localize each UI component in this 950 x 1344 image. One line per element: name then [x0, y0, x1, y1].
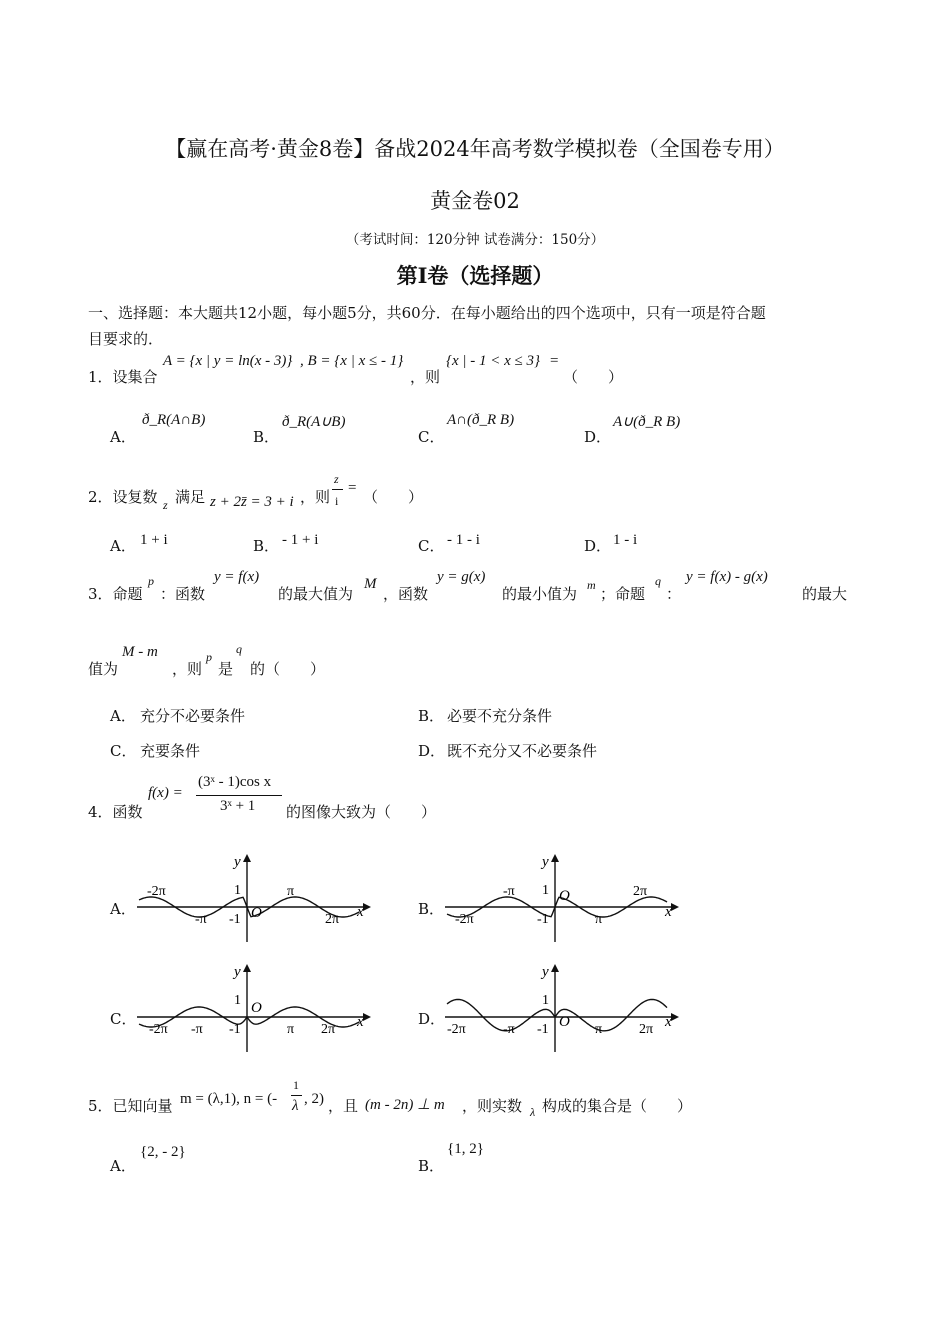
q3-text5: ；命题 [600, 585, 646, 603]
q2-frac-line [332, 489, 343, 490]
graph-d-x-label: x [665, 1014, 672, 1030]
q5-vec-tail: , 2) [304, 1091, 324, 1107]
q1-paren: （ ） [563, 368, 624, 386]
q1-then: ，则 [410, 368, 441, 386]
q3-line2a: 值为 [88, 660, 119, 678]
q1-option-a-label: A． [110, 428, 136, 446]
graph-c-origin: O [251, 1000, 262, 1016]
q4-tail: 的图像大致为（ ） [286, 803, 437, 821]
q1-option-d: A∪(ð_R B) [613, 414, 681, 430]
exam-subtitle: 黄金卷02 [430, 189, 520, 213]
q5-text2: ，则实数 [462, 1097, 523, 1115]
q5-frac-den: λ [292, 1098, 299, 1114]
q1-option-d-label: D． [584, 428, 612, 446]
q3-f3: y = f(x) - g(x) [686, 569, 768, 585]
q4-option-c-label: C． [110, 1010, 137, 1028]
q2-equals: = [348, 480, 357, 496]
q3-q: q [655, 574, 661, 588]
q4-option-b-label: B． [418, 900, 445, 918]
q3-text1: ：函数 [160, 585, 206, 603]
graph-b-x-label: x [665, 904, 672, 920]
q3-p: p [148, 574, 154, 588]
graph-d-neg-one: -1 [537, 1022, 549, 1037]
q2-then: ，则 [300, 488, 331, 506]
q3-text4: 的最小值为 [502, 585, 578, 603]
q4-frac-line [196, 795, 282, 796]
q1-option-c-label: C． [418, 428, 445, 446]
q5-frac-line [291, 1095, 302, 1096]
graph-c-2pi: 2π [321, 1022, 336, 1037]
q3-text7: 的最大 [802, 585, 848, 603]
graph-b-y-label: y [542, 854, 549, 870]
q1-set-b: , B = {x | x ≤ - 1} [300, 353, 404, 369]
graph-b-negpi: -π [503, 884, 515, 899]
graph-c-x-label: x [357, 1014, 364, 1030]
q5-text3: 构成的集合是（ ） [542, 1097, 693, 1115]
q2-frac-num: z [334, 472, 339, 486]
graph-b-2pi: 2π [633, 884, 648, 899]
q4-graph-a [135, 850, 375, 945]
q5-option-b: {1, 2} [447, 1141, 484, 1157]
q3-f2: y = g(x) [437, 569, 486, 585]
q3-line2d: 的（ ） [250, 660, 326, 678]
graph-b-pi: π [595, 912, 603, 927]
graph-d-axes [445, 964, 679, 1052]
q3-option-c-label: C． [110, 742, 137, 760]
q2-option-b-label: B． [253, 537, 280, 555]
q4-number: 4．函数 [88, 803, 143, 821]
graph-a-2pi: 2π [325, 912, 340, 927]
q3-option-b: 必要不充分条件 [447, 707, 553, 725]
graph-a-pi: π [287, 884, 295, 899]
q4-graph-b [443, 850, 683, 945]
graph-b-origin: O [559, 888, 570, 904]
q5-text1: ，且 [328, 1097, 359, 1115]
q1-set-a: A = {x | y = ln(x - 3)} [163, 353, 293, 369]
q5-condition: (m - 2n) ⊥ m [365, 1097, 445, 1113]
graph-d-neg2pi: -2π [447, 1022, 466, 1037]
graph-a-neg-one: -1 [229, 912, 241, 927]
q2-option-d: 1 - i [613, 532, 638, 548]
q3-text6: ： [666, 585, 682, 603]
graph-a-y-label: y [234, 854, 241, 870]
q5-number: 5．已知向量 [88, 1097, 173, 1115]
q5-option-b-label: B． [418, 1157, 445, 1175]
q3-number: 3．命题 [88, 585, 143, 603]
graph-d-origin: O [559, 1014, 570, 1030]
q1-number: 1．设集合 [88, 368, 158, 386]
graph-c-one: 1 [234, 993, 241, 1008]
q1-option-b-label: B． [253, 428, 280, 446]
q3-option-c: 充要条件 [140, 742, 201, 760]
graph-b-neg2pi: -2π [455, 912, 474, 927]
graph-d-one: 1 [542, 993, 549, 1008]
instructions-line1: 一、选择题：本大题共12小题，每小题5分，共60分．在每小题给出的四个选项中，只有一项是符合题 [88, 304, 766, 322]
q5-option-a-label: A． [110, 1157, 136, 1175]
q5-option-a: {2, - 2} [140, 1144, 186, 1160]
q4-graph-d [443, 960, 683, 1055]
q2-option-c: - 1 - i [447, 532, 480, 548]
q4-frac-num: (3ˣ - 1)cos x [198, 774, 272, 790]
q5-vectors: m = (λ,1), n = (- [180, 1091, 278, 1107]
q3-option-a-label: A． [110, 707, 136, 725]
graph-c-pi: π [287, 1022, 295, 1037]
q2-frac-den: i [335, 494, 339, 508]
q3-M-minus-m: M - m [122, 644, 158, 660]
instructions-line2: 目要求的． [88, 330, 164, 348]
q3-option-b-label: B． [418, 707, 445, 725]
graph-a-neg2pi: -2π [147, 884, 166, 899]
q3-option-a: 充分不必要条件 [140, 707, 246, 725]
section-title: 第Ⅰ卷（选择题） [396, 263, 554, 288]
q1-target-set: {x | - 1 < x ≤ 3} [446, 353, 541, 369]
graph-d-curve [447, 999, 667, 1030]
graph-a-one: 1 [234, 883, 241, 898]
q3-text3: ，函数 [383, 585, 429, 603]
q3-text2: 的最大值为 [278, 585, 354, 603]
q1-equals: = [550, 353, 559, 369]
q2-paren: （ ） [363, 488, 424, 506]
q5-lambda: λ [530, 1105, 536, 1119]
graph-c-neg2pi: -2π [149, 1022, 168, 1037]
q3-line2c: 是 [218, 660, 234, 678]
q2-condition: z + 2z̄ = 3 + i [210, 494, 294, 510]
q4-frac-den: 3ˣ + 1 [220, 798, 256, 814]
q2-option-c-label: C． [418, 537, 445, 555]
q3-option-d-label: D． [418, 742, 446, 760]
q2-var: z [163, 498, 168, 512]
graph-d-y-label: y [542, 964, 549, 980]
q2-number: 2．设复数 [88, 488, 158, 506]
q4-option-a-label: A． [110, 900, 136, 918]
q2-option-a-label: A． [110, 537, 136, 555]
q3-m: m [587, 578, 596, 592]
graph-a-axes [137, 854, 371, 942]
q1-option-a: ð_R(A∩B) [142, 412, 206, 428]
q3-f1: y = f(x) [214, 569, 260, 585]
graph-c-negpi: -π [191, 1022, 203, 1037]
q4-option-d-label: D． [418, 1010, 446, 1028]
exam-meta: （考试时间：120分钟 试卷满分：150分） [345, 232, 605, 248]
graph-d-negpi: -π [503, 1022, 515, 1037]
graph-a-negpi: -π [195, 912, 207, 927]
exam-title: 【赢在高考·黄金8卷】备战2024年高考数学模拟卷（全国卷专用） [165, 137, 785, 161]
q4-graph-c [135, 960, 375, 1055]
graph-d-pi: π [595, 1022, 603, 1037]
q3-M: M [364, 576, 377, 592]
q2-option-a: 1 + i [140, 532, 168, 548]
graph-c-y-label: y [234, 964, 241, 980]
q2-option-b: - 1 + i [282, 532, 319, 548]
q3-q2: q [236, 642, 242, 656]
graph-b-neg-one: -1 [537, 912, 549, 927]
q3-line2b: ，则 [172, 660, 203, 678]
graph-a-origin: O [251, 905, 262, 921]
q2-option-d-label: D． [584, 537, 612, 555]
q1-option-b: ð_R(A∪B) [282, 414, 346, 430]
graph-c-neg-one: -1 [229, 1022, 241, 1037]
q4-fx: f(x) = [148, 785, 183, 801]
q3-option-d: 既不充分又不必要条件 [447, 742, 598, 760]
q5-frac-num: 1 [293, 1078, 299, 1092]
graph-d-2pi: 2π [639, 1022, 654, 1037]
q2-cond-label: 满足 [175, 488, 206, 506]
graph-a-x-label: x [357, 904, 364, 920]
q1-option-c: A∩(ð_R B) [447, 412, 515, 428]
q3-p2: p [206, 650, 212, 664]
graph-b-one: 1 [542, 883, 549, 898]
